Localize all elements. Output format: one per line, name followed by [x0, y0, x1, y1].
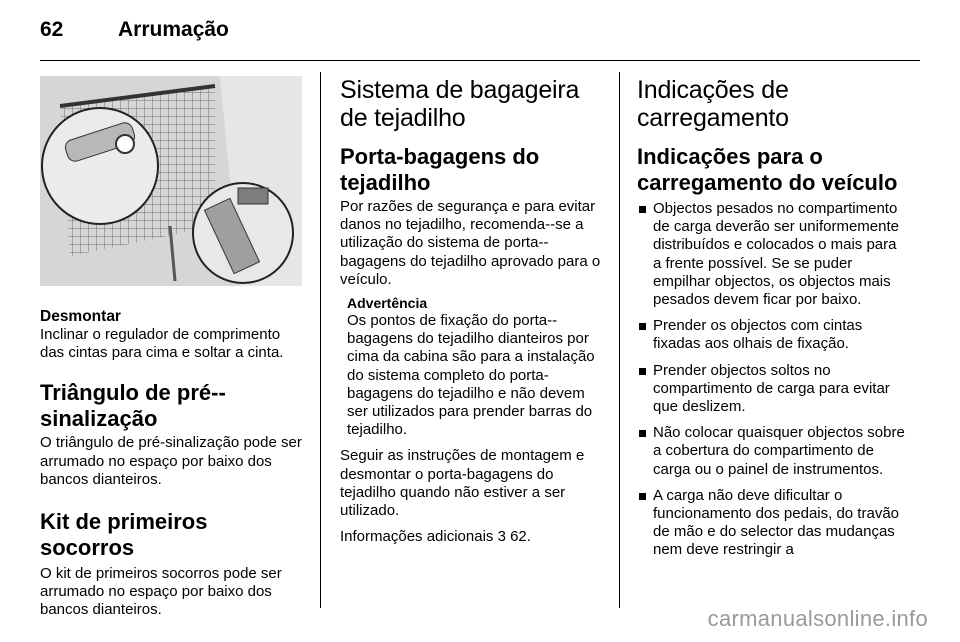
list-item: A carga não deve dificultar o funcionamento dos pedais, do travão de mão e do selector das mudanças nem deve restringir a: [637, 487, 907, 560]
list-item: Prender objectos soltos no compartimento de carga para evitar que deslizem.: [637, 362, 907, 417]
cargo-net-drawing: [40, 76, 302, 286]
desmontar-heading: Desmontar: [40, 308, 121, 325]
triangulo-text: O triângulo de pré-sinalização pode ser arrumado no espaço por baixo dos bancos dianteiros.: [40, 434, 302, 488]
desmontar-text: Inclinar o regulador de comprimento das cintas para cima e soltar a cinta.: [40, 326, 284, 362]
column-middle: [340, 76, 604, 546]
warning-box: [347, 295, 604, 439]
carregamento-heading: Indicações de carregamento: [637, 76, 789, 132]
column-left: [40, 76, 302, 620]
watermark: carmanualsonline.info: [707, 606, 928, 631]
list-item: Prender os objectos com cintas fixadas aos olhais de fixação.: [637, 317, 907, 353]
column-divider-1: [320, 72, 321, 608]
warning-title: Advertência: [347, 295, 428, 312]
list-item: Não colocar quaisquer objectos sobre a cobertura do compartimento de carga ou o painel de instrumentos.: [637, 424, 907, 479]
triangulo-heading: Triângulo de pré--sinalização: [40, 380, 226, 432]
porta-bagagens-intro: Por razões de segurança e para evitar danos no tejadilho, recomenda--se a utilização do sistema de porta--bagagens do tejadilho aprovado para o veículo.: [340, 198, 601, 288]
carregamento-subheading: Indicações para o carregamento do veículo: [637, 144, 898, 195]
kit-text: O kit de primeiros socorros pode ser arrumado no espaço por baixo dos bancos dianteiros.: [40, 565, 282, 619]
cargo-net-illustration: [40, 76, 302, 286]
page-number: 62: [40, 18, 64, 41]
section-title: Arrumação: [118, 18, 229, 41]
kit-heading: Kit de primeiros socorros: [40, 509, 208, 561]
column-right: [637, 76, 907, 568]
loading-bullet-list: [637, 200, 907, 560]
page-header: [40, 18, 229, 42]
warning-text: Os pontos de fixação do porta--bagagens do tejadilho dianteiros por cima da cabina são para a instalação do sistema completo do porta-bagagens do tejadilho e não devem ser utilizados para prender barras do tejadilho.: [347, 312, 595, 439]
instructions-text: Seguir as instruções de montagem e desmontar o porta-bagagens do tejadilho quando não estiver a ser utilizado.: [340, 447, 585, 520]
bagageira-heading: Sistema de bagageira de tejadilho: [340, 76, 580, 132]
header-rule: [40, 60, 920, 61]
porta-bagagens-subheading: Porta-bagagens do tejadilho: [340, 144, 540, 195]
list-item: Objectos pesados no compartimento de carga deverão ser uniformemente distribuídos e colocados o mais para a frente possível. Se se puder empilhar objectos, os objectos mais pesados devem ficar por baixo.: [637, 200, 907, 309]
more-info-link[interactable]: Informações adicionais 3 62.: [340, 528, 531, 546]
column-divider-2: [619, 72, 620, 608]
